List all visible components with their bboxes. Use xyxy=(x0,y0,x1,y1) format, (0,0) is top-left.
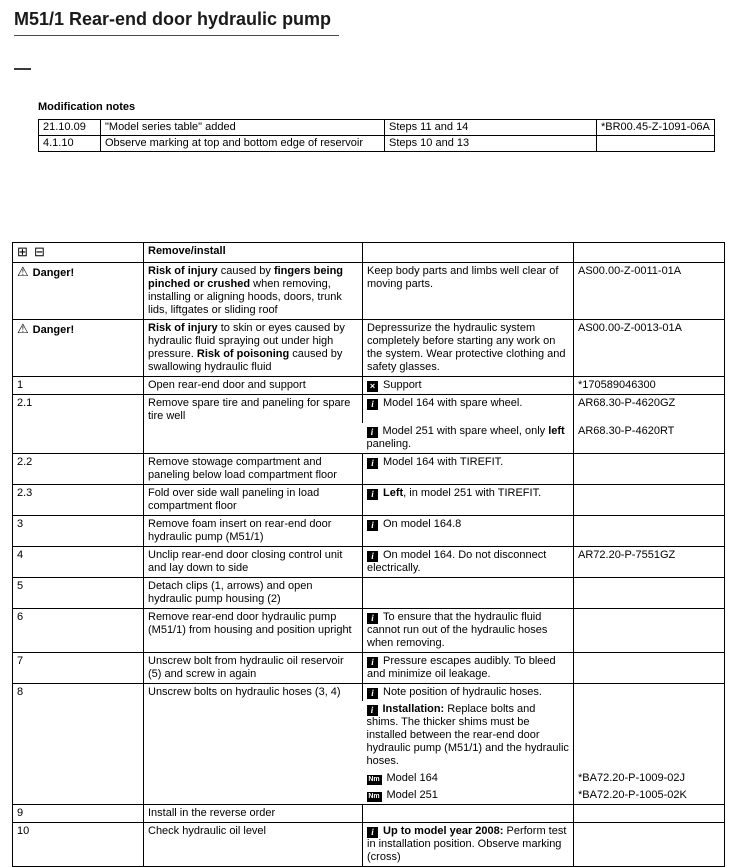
text-segment: Perform test in installation position. Observe marking (cross) xyxy=(367,825,567,863)
procedure-row xyxy=(13,454,725,485)
text-segment: Risk of injury xyxy=(148,322,218,334)
text-segment: Unscrew bolt from hydraulic oil reservoir (5) and screw in again xyxy=(148,655,344,680)
procedure-cell xyxy=(144,805,363,823)
text-segment: Support xyxy=(383,379,422,391)
info-cell xyxy=(363,823,574,867)
ref-cell xyxy=(574,609,725,653)
info-icon: i xyxy=(367,705,378,716)
step-number-cell: 4 xyxy=(13,547,144,578)
collapse-graphics-icon[interactable]: ⊟ xyxy=(33,244,45,259)
header-remove-install-label: Remove/install xyxy=(144,243,363,263)
text-segment: , in model 251 with TIREFIT. xyxy=(403,487,542,499)
text-segment: Install in the reverse order xyxy=(148,807,276,819)
text-segment: Replace bolts and shims. The thicker shims must be installed between the rear-end door hydraulic pump (M51/1) and the hydraulic hoses. xyxy=(366,703,569,767)
text-segment: caused by swallowing hydraulic fluid xyxy=(148,348,343,373)
text-segment: Up to model year 2008: xyxy=(383,825,504,837)
procedure-table xyxy=(12,242,725,867)
modification-table-body xyxy=(39,120,715,152)
step-number-cell: 5 xyxy=(13,578,144,609)
text-segment: Depressurize the hydraulic system completely before starting any work on the system. Wear protective clothing and safety glasses. xyxy=(367,322,566,373)
procedure-cell xyxy=(144,653,363,684)
text-segment: caused by xyxy=(217,265,274,277)
ref-cell: AR72.20-P-7551GZ xyxy=(574,547,725,578)
text-segment: On model 164. Do not disconnect electrically. xyxy=(367,549,547,574)
danger-cell xyxy=(13,263,144,320)
support-tool-icon: × xyxy=(367,381,378,392)
modification-notes-table xyxy=(38,119,715,152)
text-segment: Model 251 with spare wheel, only xyxy=(382,425,549,437)
section-divider xyxy=(14,68,31,70)
text-segment: Model 251 xyxy=(386,789,438,801)
procedure-row xyxy=(13,320,725,377)
ref-cell xyxy=(574,805,725,823)
page-title: M51/1 Rear-end door hydraulic pump xyxy=(14,8,339,36)
danger-icon: ⚠ xyxy=(17,321,29,336)
text-segment: Installation: xyxy=(382,703,445,715)
info-cell xyxy=(363,485,574,516)
procedure-cell xyxy=(144,684,363,805)
mod-steps-cell: Steps 11 and 14 xyxy=(385,120,597,136)
step-number-cell: 8 xyxy=(13,684,144,805)
mod-steps-cell: Steps 10 and 13 xyxy=(385,136,597,152)
text-segment: Remove spare tire and paneling for spare tire well xyxy=(148,397,351,422)
info-cell xyxy=(363,684,574,702)
procedure-row xyxy=(13,377,725,395)
info-icon: i xyxy=(367,657,378,668)
danger-label: Danger! xyxy=(32,324,75,336)
procedure-cell xyxy=(144,485,363,516)
ref-cell: AS00.00-Z-0013-01A xyxy=(574,320,725,377)
info-cell xyxy=(363,770,574,787)
text-segment: Model 164 with spare wheel. xyxy=(383,397,523,409)
ref-cell: *170589046300 xyxy=(574,377,725,395)
info-cell xyxy=(363,609,574,653)
text-segment: to skin or eyes caused by hydraulic fluid spraying out under high pressure. xyxy=(148,322,345,360)
step-number-cell: 2.2 xyxy=(13,454,144,485)
procedure-row xyxy=(13,516,725,547)
text-segment: To ensure that the hydraulic fluid cannot run out of the hydraulic hoses when removing. xyxy=(367,611,548,649)
ref-cell: AR68.30-P-4620GZ xyxy=(574,395,725,424)
ref-cell: AR68.30-P-4620RT xyxy=(574,423,725,454)
info-icon: i xyxy=(367,613,378,624)
expand-graphics-icon[interactable]: ⊞ xyxy=(17,244,28,259)
info-cell xyxy=(363,547,574,578)
text-segment: Open rear-end door and support xyxy=(148,379,306,391)
ref-cell: AS00.00-Z-0011-01A xyxy=(574,263,725,320)
header-empty-info-cell xyxy=(363,243,574,263)
text-segment: Keep body parts and limbs well clear of moving parts. xyxy=(367,265,559,290)
procedure-row xyxy=(13,823,725,867)
text-segment: Remove rear-end door hydraulic pump (M51/1) from housing and position upright xyxy=(148,611,352,636)
info-cell xyxy=(363,395,574,424)
step-number-cell: 2.3 xyxy=(13,485,144,516)
procedure-row xyxy=(13,684,725,702)
text-segment: Pressure escapes audibly. To bleed and minimize oil leakage. xyxy=(367,655,556,680)
procedure-row xyxy=(13,263,725,320)
text-segment: Risk of poisoning xyxy=(196,348,290,360)
torque-nm-icon: Nm xyxy=(368,776,380,783)
procedure-cell xyxy=(144,263,363,320)
ref-cell xyxy=(574,485,725,516)
info-cell xyxy=(363,516,574,547)
info-icon: i xyxy=(367,827,378,838)
ref-cell xyxy=(574,653,725,684)
text-segment: On model 164.8 xyxy=(383,518,462,530)
procedure-row xyxy=(13,395,725,424)
header-empty-ref-cell xyxy=(574,243,725,263)
info-cell xyxy=(363,701,574,770)
ref-cell xyxy=(574,516,725,547)
info-icon: i xyxy=(367,688,378,699)
procedure-cell xyxy=(144,320,363,377)
text-segment: paneling. xyxy=(366,438,412,450)
text-segment: Check hydraulic oil level xyxy=(148,825,266,837)
ref-cell xyxy=(574,454,725,485)
ref-cell: *BA72.20-P-1009-02J xyxy=(574,770,725,787)
step-number-cell: 6 xyxy=(13,609,144,653)
text-segment: Unscrew bolts on hydraulic hoses (3, 4) xyxy=(148,686,341,698)
procedure-row xyxy=(13,485,725,516)
info-icon: i xyxy=(367,399,378,410)
text-segment: Remove stowage compartment and paneling below load compartment floor xyxy=(148,456,337,481)
procedure-cell xyxy=(144,395,363,454)
info-cell xyxy=(363,805,574,823)
danger-label: Danger! xyxy=(32,267,75,279)
text-segment: Model 164 with TIREFIT. xyxy=(383,456,504,468)
info-icon: i xyxy=(367,551,378,562)
step-number-cell: 3 xyxy=(13,516,144,547)
procedure-row xyxy=(13,547,725,578)
ref-cell xyxy=(574,578,725,609)
mod-description-cell: "Model series table" added xyxy=(101,120,385,136)
mod-date-cell: 4.1.10 xyxy=(39,136,101,152)
step-number-cell: 1 xyxy=(13,377,144,395)
procedure-cell xyxy=(144,454,363,485)
text-segment: Fold over side wall paneling in load compartment floor xyxy=(148,487,320,512)
text-segment: Detach clips (1, arrows) and open hydraulic pump housing (2) xyxy=(148,580,313,605)
procedure-cell xyxy=(144,823,363,867)
procedure-cell xyxy=(144,547,363,578)
text-segment: Remove foam insert on rear-end door hydraulic pump (M51/1) xyxy=(148,518,332,543)
info-icon: i xyxy=(367,458,378,469)
modification-notes-heading: Modification notes xyxy=(38,101,136,113)
step-number-cell: 7 xyxy=(13,653,144,684)
text-segment: Unclip rear-end door closing control unit and lay down to side xyxy=(148,549,343,574)
text-segment: fingers being pinched or crushed xyxy=(148,265,344,290)
info-cell xyxy=(363,787,574,805)
ref-cell xyxy=(574,823,725,867)
info-cell xyxy=(363,653,574,684)
step-number-cell: 9 xyxy=(13,805,144,823)
mod-date-cell: 21.10.09 xyxy=(39,120,101,136)
text-segment: Note position of hydraulic hoses. xyxy=(383,686,542,698)
header-icons-cell xyxy=(13,243,144,263)
mod-ref-cell: *BR00.45-Z-1091-06A xyxy=(597,120,715,136)
modification-row xyxy=(39,120,715,136)
step-number-cell: 10 xyxy=(13,823,144,867)
procedure-cell xyxy=(144,578,363,609)
procedure-table-body xyxy=(13,263,725,867)
procedure-row xyxy=(13,653,725,684)
text-segment: Risk of injury xyxy=(148,265,218,277)
mod-ref-cell xyxy=(597,136,715,152)
mod-description-cell: Observe marking at top and bottom edge of reservoir xyxy=(101,136,385,152)
procedure-header-row xyxy=(13,243,725,263)
procedure-row xyxy=(13,609,725,653)
modification-row xyxy=(39,136,715,152)
danger-icon: ⚠ xyxy=(17,264,29,279)
step-number-cell: 2.1 xyxy=(13,395,144,454)
ref-cell: *BA72.20-P-1005-02K xyxy=(574,787,725,805)
ref-cell xyxy=(574,684,725,702)
procedure-cell xyxy=(144,377,363,395)
info-cell xyxy=(363,263,574,320)
procedure-cell xyxy=(144,516,363,547)
info-cell xyxy=(363,423,574,454)
ref-cell xyxy=(574,701,725,770)
text-segment: Left xyxy=(383,487,404,499)
text-segment: when removing, installing or aligning hoods, doors, trunk lids, liftgates or sliding roof xyxy=(148,278,342,316)
info-cell xyxy=(363,454,574,485)
info-icon: i xyxy=(367,520,378,531)
danger-cell xyxy=(13,320,144,377)
torque-nm-icon: Nm xyxy=(368,793,380,800)
info-icon: i xyxy=(367,489,378,500)
procedure-cell xyxy=(144,609,363,653)
text-segment: Model 164 xyxy=(386,772,438,784)
procedure-row xyxy=(13,578,725,609)
procedure-row xyxy=(13,805,725,823)
text-segment: left xyxy=(548,425,565,437)
info-cell xyxy=(363,377,574,395)
info-cell xyxy=(363,320,574,377)
info-cell xyxy=(363,578,574,609)
info-icon: i xyxy=(367,427,378,438)
